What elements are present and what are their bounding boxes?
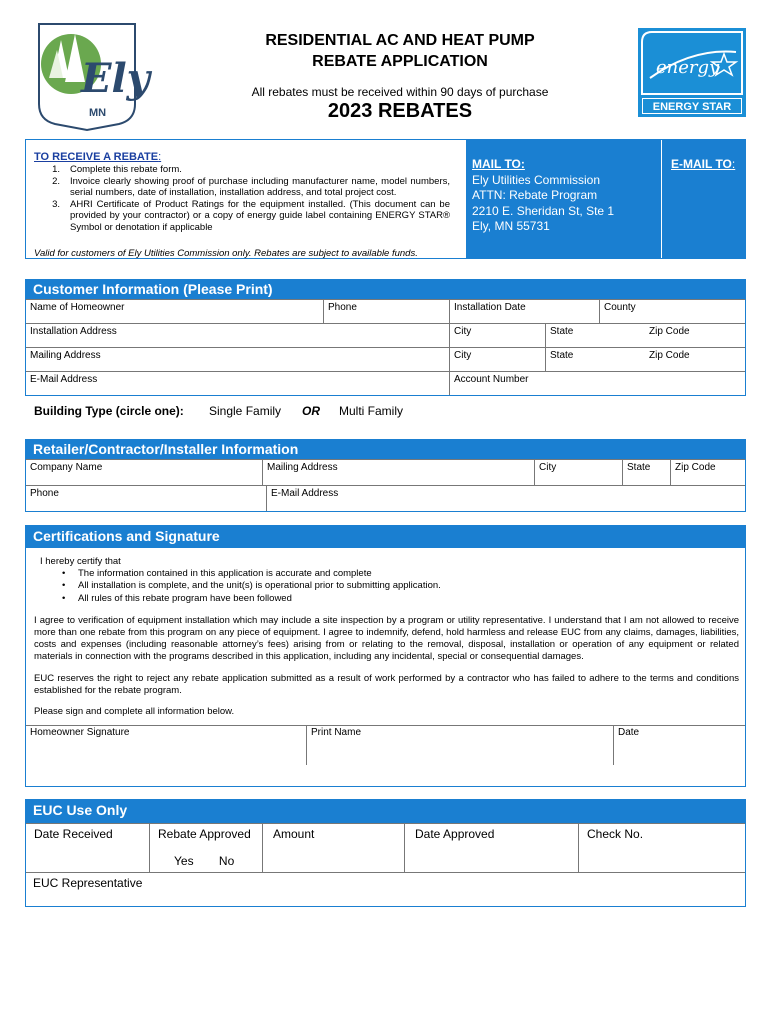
rebate-approved-label: Rebate Approved	[158, 827, 251, 841]
installation-state-field[interactable]: State	[545, 324, 645, 347]
certify-intro: I hereby certify that	[40, 556, 121, 567]
retailer-phone-field[interactable]: Phone	[30, 488, 59, 499]
building-type-label: Building Type (circle one):	[34, 404, 184, 418]
mailing-state-field[interactable]: State	[545, 348, 645, 371]
svg-text:Ely: Ely	[81, 55, 150, 102]
instructions-box	[25, 139, 746, 259]
form-title-line1: RESIDENTIAL AC AND HEAT PUMP	[265, 32, 535, 49]
mail-to-line: Ely Utilities Commission	[472, 172, 601, 187]
svg-text:energy: energy	[656, 57, 720, 78]
email-address-field[interactable]: E-Mail Address	[30, 374, 98, 385]
list-item: 3. AHRI Certificate of Product Ratings for the equipment installed. (This document can be provided by your contractor) or a copy of energy guide label containing ENERGY STAR® Symbol or denotation if applicable	[52, 198, 450, 233]
multi-family-option[interactable]: Multi Family	[339, 404, 404, 418]
svg-text:ENERGY STAR: ENERGY STAR	[652, 101, 732, 113]
mailing-zip-field[interactable]: Zip Code	[649, 350, 690, 361]
reservation-paragraph: EUC reserves the right to reject any rebate application submitted as a result of work performed by a contractor who has failed to adhere to the terms and conditions established for the rebate program.	[34, 672, 739, 696]
instructions-title: TO RECEIVE A REBATE:	[34, 151, 162, 163]
retailer-zip-field[interactable]: Zip Code	[670, 460, 745, 485]
euc-row-1	[26, 823, 745, 872]
mail-to-line: Ely, MN 55731	[472, 219, 550, 233]
signature-date-field[interactable]: Date	[613, 726, 745, 765]
form-title	[200, 30, 600, 72]
no-option[interactable]: No	[218, 854, 235, 868]
certifications-title: Certifications and Signature	[26, 526, 745, 548]
installation-city-field[interactable]: City	[449, 324, 545, 347]
installation-date-field[interactable]: Installation Date	[449, 300, 599, 323]
customer-row-4	[26, 371, 745, 395]
instructions-list	[34, 164, 466, 233]
single-family-option[interactable]: Single Family	[209, 404, 282, 418]
retailer-mailing-address-field[interactable]: Mailing Address	[262, 460, 534, 485]
list-item: 2. Invoice clearly showing proof of purchase including manufacturer name, model numbers, serial numbers, date of installation, installation address, and total project cost.	[52, 175, 450, 198]
euc-use-title: EUC Use Only	[26, 800, 745, 823]
date-received-field[interactable]: Date Received	[34, 827, 113, 841]
retailer-email-field[interactable]: E-Mail Address	[266, 486, 745, 511]
retailer-row-1	[26, 459, 745, 485]
signature-row	[26, 725, 745, 765]
mail-to-address	[472, 157, 614, 235]
list-item: • All rules of this rebate program have been followed	[62, 592, 292, 604]
year-heading: 2023 REBATES	[327, 100, 473, 122]
agreement-paragraph: I agree to verification of equipment installation which may include a site inspection by a program or utility representative. I understand that I am not allowed to receive more than one rebate from this program on any piece of equipment. I agree to indemnify, defend, hold harmless and release EUC from any claims, damages, liabilities, costs and expenses (including reasonable attorney’s fees) arising from or relating to the removal, disposal, installation or operation of any equipment or related materials in connection with the programs described in this application, including any incidental, special or consequential damages.	[34, 614, 739, 663]
mail-to-label: MAIL TO:	[472, 157, 525, 171]
rebate-approved-field[interactable]	[149, 824, 262, 872]
customer-row-2	[26, 323, 745, 347]
mail-to-line: 2210 E. Sheridan St, Ste 1	[472, 203, 615, 218]
euc-representative-field[interactable]: EUC Representative	[26, 872, 745, 906]
form-subtitle: All rebates must be received within 90 days of purchase	[251, 85, 549, 99]
certifications-section	[25, 525, 746, 787]
sign-instruction: Please sign and complete all information below.	[34, 706, 235, 718]
customer-row-1	[26, 299, 745, 323]
customer-info-title: Customer Information (Please Print)	[26, 280, 745, 299]
or-label: OR	[302, 404, 320, 418]
customer-row-3	[26, 347, 745, 371]
homeowner-name-field[interactable]: Name of Homeowner	[30, 302, 125, 313]
account-number-field[interactable]: Account Number	[449, 372, 745, 395]
mailing-address-field[interactable]: Mailing Address	[30, 350, 101, 361]
ely-logo	[31, 20, 150, 132]
company-name-field[interactable]: Company Name	[30, 462, 103, 473]
divider	[661, 140, 662, 258]
mail-to-line: ATTN: Rebate Program	[472, 188, 598, 202]
installation-zip-field[interactable]: Zip Code	[649, 326, 690, 337]
customer-info-section	[25, 279, 746, 396]
yes-option[interactable]: Yes	[174, 854, 194, 868]
homeowner-signature-field[interactable]: Homeowner Signature	[30, 727, 130, 738]
energy-star-logo	[638, 28, 746, 117]
date-approved-field[interactable]: Date Approved	[404, 824, 578, 872]
phone-field[interactable]: Phone	[323, 300, 449, 323]
retailer-state-field[interactable]: State	[622, 460, 670, 485]
euc-use-section	[25, 799, 746, 907]
retailer-row-2	[26, 485, 745, 511]
retailer-title: Retailer/Contractor/Installer Information	[26, 440, 745, 459]
yes-no-options	[158, 854, 254, 868]
amount-field[interactable]: Amount	[262, 824, 404, 872]
check-number-field[interactable]: Check No.	[578, 824, 745, 872]
retailer-city-field[interactable]: City	[534, 460, 622, 485]
list-item: • All installation is complete, and the unit(s) is operational prior to submitting application.	[62, 580, 441, 592]
installation-address-field[interactable]: Installation Address	[30, 326, 117, 337]
list-item: 1. Complete this rebate form.	[52, 164, 182, 175]
mail-panel	[466, 140, 746, 258]
list-item: • The information contained in this application is accurate and complete	[62, 568, 372, 580]
retailer-section	[25, 439, 746, 512]
svg-text:MN: MN	[89, 107, 107, 119]
mailing-city-field[interactable]: City	[449, 348, 545, 371]
form-title-line2: REBATE APPLICATION	[312, 53, 488, 70]
county-field[interactable]: County	[599, 300, 745, 323]
instructions-panel	[26, 140, 466, 258]
email-to-label: E-MAIL TO:	[671, 157, 736, 171]
building-type-row	[25, 400, 746, 422]
validity-note: Valid for customers of Ely Utilities Commission only. Rebates are subject to available funds.	[34, 248, 418, 259]
certifications-text	[26, 548, 745, 718]
print-name-field[interactable]: Print Name	[306, 726, 613, 765]
